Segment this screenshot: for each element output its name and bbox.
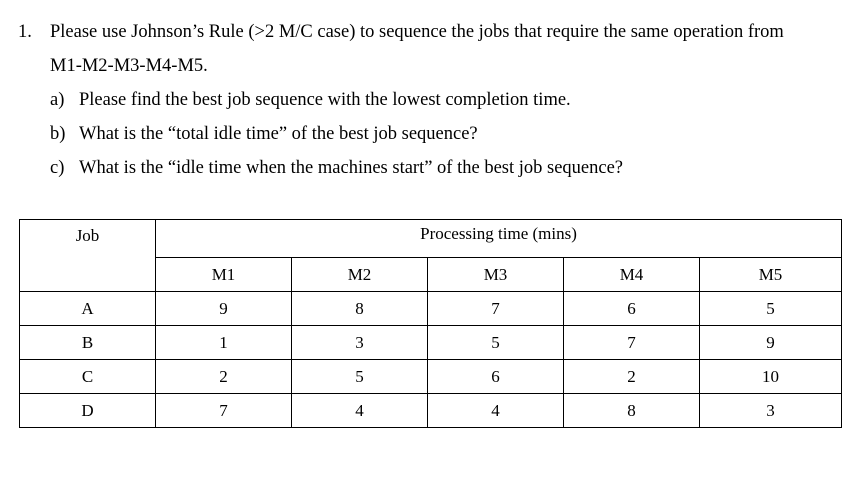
- table-row: [20, 360, 842, 394]
- time-cell: 9: [156, 292, 292, 326]
- time-cell: 7: [428, 292, 564, 326]
- machine-header-m3: M3: [428, 258, 564, 292]
- subquestion-a-text: Please find the best job sequence with the lowest completion time.: [79, 90, 571, 110]
- subquestion-c-text: What is the “idle time when the machines start” of the best job sequence?: [79, 158, 624, 178]
- job-cell: D: [20, 394, 156, 428]
- processing-time-table: [19, 219, 842, 428]
- time-cell: 5: [700, 292, 842, 326]
- machine-header-m1: M1: [156, 258, 292, 292]
- time-cell: 7: [156, 394, 292, 428]
- table-row: [20, 326, 842, 360]
- time-cell: 5: [292, 360, 428, 394]
- processing-time-header-cell: Processing time (mins): [156, 220, 842, 258]
- machine-header-m5: M5: [700, 258, 842, 292]
- question-text-line-2: M1-M2-M3-M4-M5.: [50, 56, 208, 76]
- time-cell: 3: [700, 394, 842, 428]
- time-cell: 2: [564, 360, 700, 394]
- time-cell: 10: [700, 360, 842, 394]
- subquestion-b-letter: b): [50, 124, 66, 144]
- time-cell: 1: [156, 326, 292, 360]
- time-cell: 2: [156, 360, 292, 394]
- time-cell: 9: [700, 326, 842, 360]
- job-header-cell: Job: [20, 220, 156, 292]
- time-cell: 6: [428, 360, 564, 394]
- table-header-row: [20, 220, 842, 258]
- time-cell: 8: [564, 394, 700, 428]
- time-cell: 3: [292, 326, 428, 360]
- time-cell: 6: [564, 292, 700, 326]
- question-text-line-1: Please use Johnson’s Rule (>2 M/C case) to sequence the jobs that require the same operation from: [50, 22, 784, 42]
- machine-header-m4: M4: [564, 258, 700, 292]
- job-cell: C: [20, 360, 156, 394]
- question-number: 1.: [18, 22, 32, 42]
- table-row: [20, 394, 842, 428]
- time-cell: 7: [564, 326, 700, 360]
- time-cell: 5: [428, 326, 564, 360]
- subquestion-c-letter: c): [50, 158, 65, 178]
- time-cell: 4: [428, 394, 564, 428]
- time-cell: 8: [292, 292, 428, 326]
- machine-header-m2: M2: [292, 258, 428, 292]
- job-cell: A: [20, 292, 156, 326]
- time-cell: 4: [292, 394, 428, 428]
- subquestion-a-letter: a): [50, 90, 65, 110]
- table-row: [20, 292, 842, 326]
- subquestion-b-text: What is the “total idle time” of the best job sequence?: [79, 124, 478, 144]
- job-cell: B: [20, 326, 156, 360]
